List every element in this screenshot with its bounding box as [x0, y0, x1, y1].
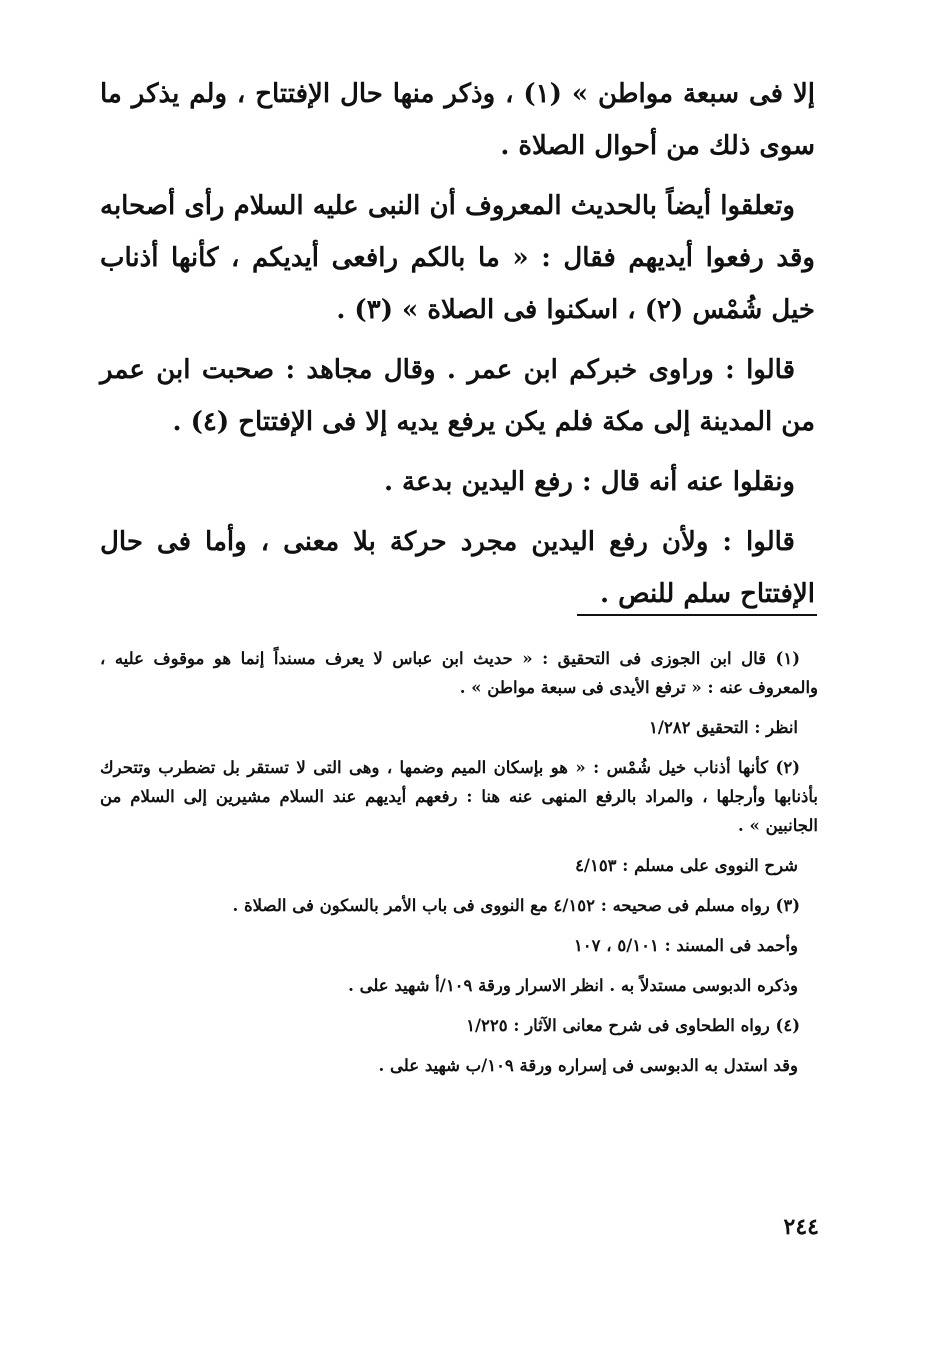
footnote-2-reference: شرح النووى على مسلم : ٤/١٥٣ [575, 856, 798, 875]
footnote-3: (٣) رواه مسلم فى صحيحه : ٤/١٥٢ مع النووى فى باب الأمر بالسكون فى الصلاة . [232, 896, 800, 915]
paragraph-3: قالوا : وراوى خبركم ابن عمر . وقال مجاهد : صحبت ابن عمر من المدينة إلى مكة فلم يكن يرفع يديه إلا فى الإفتتاح (٤) . [100, 355, 815, 437]
footnote-3-reference-ahmad: وأحمد فى المسند : ٥/١٠١ ، ١٠٧ [573, 936, 798, 955]
footnote-4-reference: وقد استدل به الدبوسى فى إسراره ورقة ١٠٩/ب شهيد على . [378, 1056, 798, 1075]
paragraph-4: ونقلوا عنه أنه قال : رفع اليدين بدعة . [383, 467, 795, 497]
paragraph-5: قالوا : ولأن رفع اليدين مجرد حركة بلا معنى ، وأما فى حال الإفتتاح سلم للنص . [100, 527, 815, 609]
footnote-1: (١) قال ابن الجوزى فى التحقيق : « حديث ابن عباس لا يعرف مسنداً إنما هو موقوف عليه ، والمعروف عنه : « ترفع الأيدى فى سبعة مواطن » . [100, 649, 818, 697]
page-number: ٢٤٤ [783, 1214, 819, 1240]
footnote-4: (٤) رواه الطحاوى فى شرح معانى الآثار : ١/٢٢٥ [466, 1016, 800, 1035]
footnote-divider [577, 614, 817, 616]
main-text [100, 68, 815, 628]
footnote-2: (٢) كأنها أذناب خيل شُمْس : « هو بإسكان الميم وضمها ، وهى التى لا تستقر بل تضطرب وتتحرك بأذنابها وأرجلها ، والمراد بالرفع المنهى عنه هنا : رفعهم أيديهم عند السلام مشيرين إلى السلام من الجانبين » . [100, 758, 818, 835]
paragraph-1: إلا فى سبعة مواطن » (١) ، وذكر منها حال الإفتتاح ، ولم يذكر ما سوى ذلك من أحوال الصلاة . [100, 79, 815, 161]
footnote-1-reference: انظر : التحقيق ١/٢٨٢ [649, 718, 798, 737]
paragraph-2: وتعلقوا أيضاً بالحديث المعروف أن النبى عليه السلام رأى أصحابه وقد رفعوا أيديهم فقال : « ما بالكم رافعى أيديكم ، كأنها أذناب خيل شُمْس (٢) ، اسكنوا فى الصلاة » (٣) . [100, 191, 815, 325]
footnotes [100, 644, 818, 1091]
footnote-3-reference-dabusi: وذكره الدبوسى مستدلاً به . انظر الاسرار ورقة ١٠٩/أ شهيد على . [348, 976, 798, 995]
